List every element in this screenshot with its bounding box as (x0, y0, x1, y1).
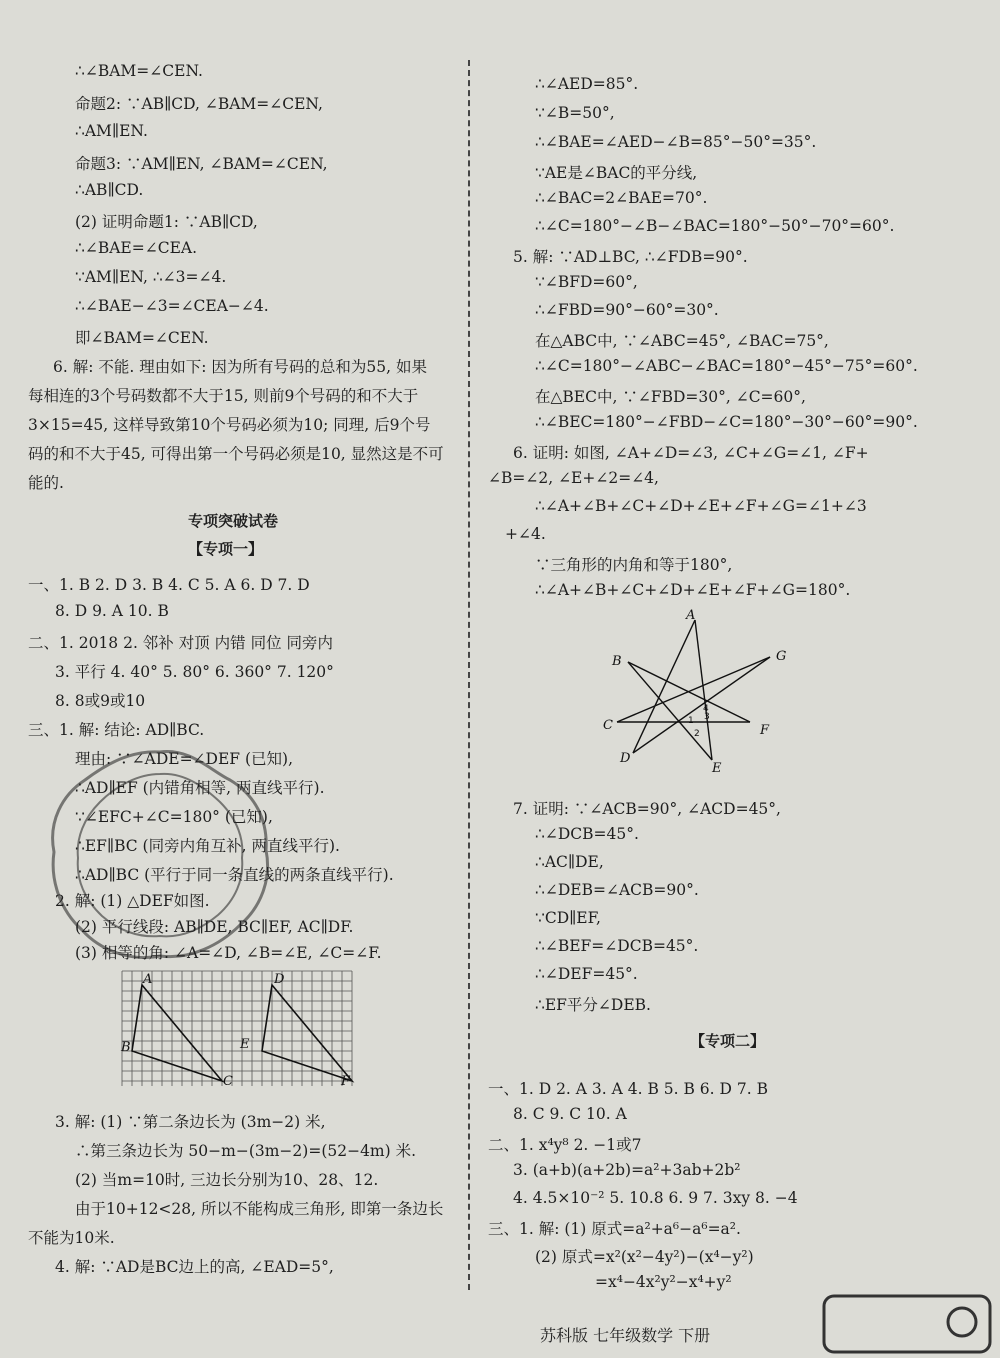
left-line: 3. 平行 4. 40° 5. 80° 6. 360° 7. 120° (55, 663, 334, 681)
left-line: 每相连的3个号码数都不大于15, 则前9个号码的和不大于 (28, 387, 419, 405)
right-line: ∴∠C=180°−∠ABC−∠BAC=180°−45°−75°=60°. (535, 357, 918, 375)
column-divider (468, 60, 470, 1290)
star-angle-2: 2 (694, 729, 700, 739)
left-line: ∵AM∥EN, ∴∠3=∠4. (75, 268, 227, 286)
star-angle-3: 3 (704, 712, 710, 722)
left-line: (3) 相等的角: ∠A=∠D, ∠B=∠E, ∠C=∠F. (75, 944, 382, 962)
right-line: ∵三角形的内角和等于180°, (535, 556, 733, 574)
right-line: ∴EF平分∠DEB. (535, 996, 651, 1014)
left-line: 由于10+12<28, 所以不能构成三角形, 即第一条边长 (75, 1200, 444, 1218)
star-angle-4: 4 (703, 704, 709, 714)
right-line: ∴∠A+∠B+∠C+∠D+∠E+∠F+∠G=∠1+∠3 (535, 497, 867, 515)
left-line: ∵∠EFC+∠C=180° (已知), (75, 808, 273, 826)
right-line: 6. 证明: 如图, ∠A+∠D=∠3, ∠C+∠G=∠1, ∠F+ (513, 444, 869, 462)
grid-label-b: B (121, 1040, 131, 1055)
grid-label-d: D (274, 972, 285, 987)
right-line: ∴∠DEF=45°. (535, 965, 638, 983)
left-line: 6. 解: 不能. 理由如下: 因为所有号码的总和为55, 如果 (53, 358, 427, 376)
right-line: 二、1. x⁴y⁸ 2. −1或7 (488, 1136, 642, 1154)
right-line: 一、1. D 2. A 3. A 4. B 5. B 6. D 7. B (488, 1080, 768, 1098)
left-line: 码的和不大于45, 可得出第一个号码必须是10, 显然这是不可 (28, 445, 444, 463)
left-line: 三、1. 解: 结论: AD∥BC. (28, 721, 205, 739)
right-line: ∴∠BEF=∠DCB=45°. (535, 937, 699, 955)
right-line: 4. 4.5×10⁻² 5. 10.8 6. 9 7. 3xy 8. −4 (513, 1189, 798, 1207)
triangle-abc (132, 985, 222, 1081)
right-line: ∴∠AED=85°. (535, 75, 639, 93)
left-line: ∴EF∥BC (同旁内角互补, 两直线平行). (75, 837, 340, 855)
left-line: ∴∠BAE−∠3=∠CEA−∠4. (75, 297, 269, 315)
left-line: 3×15=45, 这样导致第10个号码必须为10; 同理, 后9个号 (28, 416, 431, 434)
star-label-f: F (760, 723, 770, 738)
right-section-heading: 【专项二】 (690, 1032, 766, 1050)
right-line: (2) 原式=x²(x²−4y²)−(x⁴−y²) (535, 1248, 754, 1266)
left-line: ∴AB∥CD. (75, 181, 144, 199)
watermark-logo (822, 1294, 992, 1354)
stamp-seal-icon (40, 740, 280, 970)
right-line: ∴∠BAC=2∠BAE=70°. (535, 189, 708, 207)
left-line: 4. 解: ∵AD是BC边上的高, ∠EAD=5°, (55, 1258, 334, 1276)
triangle-def (262, 985, 352, 1081)
left-line: ∴AD∥EF (内错角相等, 两直线平行). (75, 779, 325, 797)
right-line: 在△BEC中, ∵∠FBD=30°, ∠C=60°, (535, 388, 806, 406)
left-section-heading: 【专项一】 (188, 540, 264, 558)
right-line: 三、1. 解: (1) 原式=a²+a⁶−a⁶=a². (488, 1220, 741, 1238)
right-line: ∵∠BFD=60°, (535, 273, 638, 291)
star-label-a: A (686, 608, 696, 623)
star-label-e: E (712, 761, 722, 775)
right-line: ∵AE是∠BAC的平分线, (535, 164, 698, 182)
grid-label-c: C (223, 1074, 233, 1089)
grid-triangle-figure (115, 968, 360, 1090)
right-line: 7. 证明: ∵∠ACB=90°, ∠ACD=45°, (513, 800, 781, 818)
left-line: ∴AD∥BC (平行于同一条直线的两条直线平行). (75, 866, 394, 884)
left-line: ∴第三条边长为 50−m−(3m−2)=(52−4m) 米. (75, 1142, 417, 1160)
left-line: 能的. (28, 474, 64, 492)
right-line: ∴AC∥DE, (535, 853, 604, 871)
right-line: ∵CD∥EF, (535, 909, 601, 927)
right-line: ∴∠BEC=180°−∠FBD−∠C=180°−30°−60°=90°. (535, 413, 918, 431)
right-line: ∴∠C=180°−∠B−∠BAC=180°−50°−70°=60°. (535, 217, 895, 235)
left-line: 不能为10米. (28, 1229, 115, 1247)
left-line: (2) 平行线段: AB∥DE, BC∥EF, AC∥DF. (75, 918, 354, 936)
left-line: 即∠BAM=∠CEN. (75, 329, 209, 347)
right-line: 5. 解: ∵AD⊥BC, ∴∠FDB=90°. (513, 248, 748, 266)
star-label-d: D (620, 751, 631, 766)
right-line: +∠4. (505, 525, 546, 543)
right-line: ∴∠DCB=45°. (535, 825, 639, 843)
left-line: 命题3: ∵AM∥EN, ∠BAM=∠CEN, (75, 155, 328, 173)
star-label-c: C (603, 718, 613, 733)
right-line: ∴∠FBD=90°−60°=30°. (535, 301, 719, 319)
grid-label-a: A (143, 972, 153, 987)
right-line: 3. (a+b)(a+2b)=a²+3ab+2b² (513, 1161, 741, 1179)
left-line: ∴AM∥EN. (75, 122, 148, 140)
right-line: ∴∠BAE=∠AED−∠B=85°−50°=35°. (535, 133, 817, 151)
right-line: ∴∠A+∠B+∠C+∠D+∠E+∠F+∠G=180°. (535, 581, 851, 599)
star-label-b: B (612, 654, 622, 669)
left-line: 8. 8或9或10 (55, 692, 146, 710)
star-figure (600, 605, 800, 775)
left-line: 8. D 9. A 10. B (55, 602, 169, 620)
right-line: ∵∠B=50°, (535, 104, 615, 122)
left-line: ∴∠BAM=∠CEN. (75, 62, 203, 80)
left-line: 2. 解: (1) △DEF如图. (55, 892, 210, 910)
grid-label-f: F (341, 1074, 351, 1089)
right-line: =x⁴−4x²y²−x⁴+y² (595, 1273, 732, 1291)
left-line: (2) 当m=10时, 三边长分别为10、28、12. (75, 1171, 379, 1189)
right-line: 8. C 9. C 10. A (513, 1105, 627, 1123)
grid-label-e: E (240, 1037, 250, 1052)
right-line: ∴∠DEB=∠ACB=90°. (535, 881, 699, 899)
left-line: 理由: ∵∠ADE=∠DEF (已知), (75, 750, 293, 768)
left-line: (2) 证明命题1: ∵AB∥CD, (75, 213, 258, 231)
left-line: 二、1. 2018 2. 邻补 对顶 内错 同位 同旁内 (28, 634, 334, 652)
left-line: 命题2: ∵AB∥CD, ∠BAM=∠CEN, (75, 95, 323, 113)
star-angle-1: 1 (688, 716, 694, 726)
left-section-heading: 专项突破试卷 (188, 512, 279, 530)
right-line: 在△ABC中, ∵∠ABC=45°, ∠BAC=75°, (535, 332, 829, 350)
page-footer: 苏科版 七年级数学 下册 (540, 1326, 711, 1345)
left-line: 3. 解: (1) ∵第二条边长为 (3m−2) 米, (55, 1113, 326, 1131)
right-line: ∠B=∠2, ∠E+∠2=∠4, (488, 469, 659, 487)
left-line: ∴∠BAE=∠CEA. (75, 239, 198, 257)
left-line: 一、1. B 2. D 3. B 4. C 5. A 6. D 7. D (28, 576, 310, 594)
watermark-badge-icon (822, 1294, 992, 1354)
star-label-g: G (776, 649, 787, 664)
